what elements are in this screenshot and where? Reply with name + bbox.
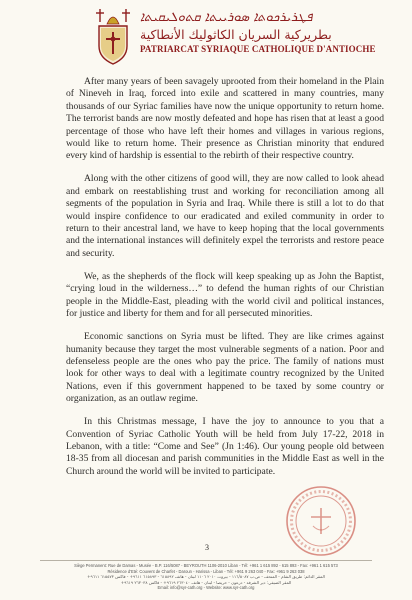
patriarchate-coat-of-arms-icon bbox=[91, 6, 135, 68]
footer-address-line: Résidence d'Eté: Couvent de Charfet - Daroun - Harissa - Liban - Tél: +961 9 263 040 - Fax: +961 9 263 038 bbox=[107, 568, 305, 574]
paragraph: After many years of been savagely uprooted from their homeland in the Plain of Nineveh in Iraq, forced into exile and scattered in many countries, many thousands of our Syriac families have now the unique opportunity to return home. The terrorist bands are now mostly defeated and hope has risen that at least a good percentage of those who have left their homes and villages in various regions, would like to return home. Their presence as Christian minority that endured every kind of hardship is essential to the rebirth of their respective country. bbox=[66, 76, 384, 162]
footer-address-line-arabic: المقر الصيفي: دير الشرفة - درعون - حريصا - لبنان - هاتف ٢٦٣٠٤٠ ٩٦١٩+ - فاكس ٢٦٣٠٣٨ ٩٦١٩+ bbox=[120, 579, 292, 585]
letterhead bbox=[140, 10, 380, 55]
paragraph: In this Christmas message, I have the joy to announce to you that a Convention of Syriac Catholic Youth will be held from July 17-22, 2018 in Lebanon, with a title: “Come and See” (Jn 1:46). Our young people old between 18-35 from all diocesan and parish communities in the Middle East as well in the Church around the world will be invited to participate. bbox=[66, 416, 384, 477]
footer-address-line-arabic: المقر الدائم: طريق الشام - المتحف - ص.ب ١١٦/٥٠٨٧ - بيروت ٢٠١٠ ١١٠٦ لبنان - هاتف ٦١٥٨٩٢ - ٦١٥٨٩٣ ٩٦١١+ - فاكس ٦١٥٥٧٣ ٩٦١١+ bbox=[87, 574, 325, 580]
letterhead-footer bbox=[40, 560, 372, 591]
letter-body bbox=[66, 76, 384, 489]
paragraph: Economic sanctions on Syria must be lifted. They are like crimes against humanity because they target the most vulnerable segments of a nation. Poor and defenseless people are the ones who pay the price. The family of nations must look for other ways to deal with a legitimate country recognized by the United Nations, even if this government happened to be taxed by some country or organization, as an outlaw regime. bbox=[66, 331, 384, 405]
page-number: 3 bbox=[205, 543, 209, 552]
paragraph: We, as the shepherds of the flock will keep speaking up as John the Baptist, “crying loud in the wilderness…” to defend the human rights of our Christian people in the Middle-East, pleading with the world civil and political instances, for justice and liberty for them and for all persecuted minorities. bbox=[66, 270, 384, 320]
letterhead-french-title: PATRIARCAT SYRIAQUE CATHOLIQUE D'ANTIOCHE bbox=[140, 44, 376, 54]
footer-contact-line: Email: info@syr-cath.org - Website: www.syr-cath.org bbox=[157, 585, 255, 591]
paragraph: Along with the other citizens of good will, they are now called to look ahead and embark on reestablishing trust and working for reconciliation among all segments of the population in Syria and Iraq. While there is still a lot to do that would inspire confidence to our eradicated and exiled community in order to return to their ancestral land, we have to keep hoping that the local governments and the international instances will definitely expel the terrorists and restore peace and security. bbox=[66, 173, 384, 259]
letterhead-syriac-title: ܦܛܪܝܪܟܘܬܐ ܣܘܪܝܝܬܐ ܩܬܘܠܝܩܝܬܐ bbox=[140, 10, 313, 25]
official-seal-stamp-icon bbox=[284, 484, 358, 558]
letterhead-arabic-title: بطريركية السريان الكاثوليك الأنطاكية bbox=[140, 27, 332, 42]
footer-address-line: Siège Permanent: Rue de Damas - Musée - B.P. 116/5087 - BEYROUTH 1106-2010 Liban - Tél: +961 1 615 892 - 615 893 - Fax: +961 1 615 573 bbox=[74, 563, 338, 568]
